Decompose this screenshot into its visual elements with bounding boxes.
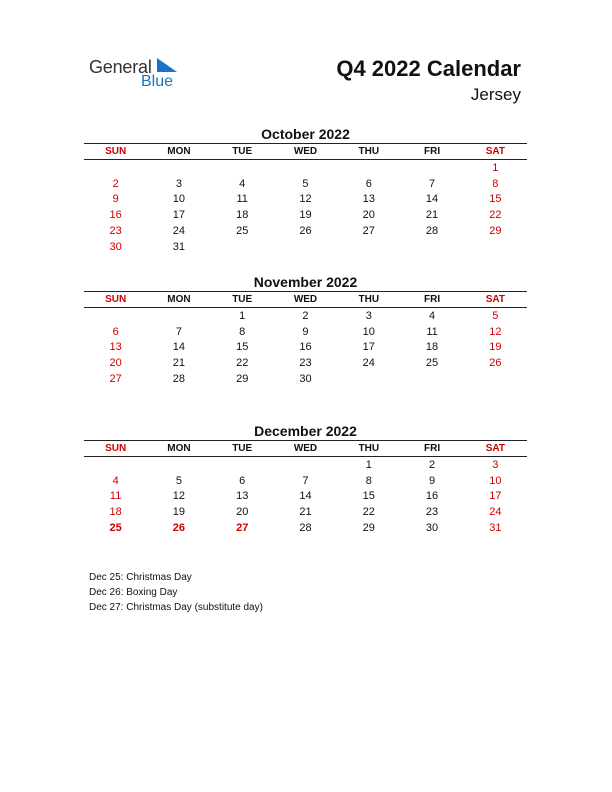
day-cell: 1 [492, 162, 499, 174]
empty-day-cell [337, 160, 400, 177]
empty-day-cell [147, 160, 210, 177]
empty-day-cell [337, 240, 400, 256]
day-cell: 15 [236, 341, 249, 354]
day-cell: 27 [236, 521, 249, 534]
day-cell: 27 [109, 372, 122, 385]
day-cell: 10 [362, 325, 375, 338]
day-cell: 24 [172, 224, 186, 237]
day-cell: 26 [172, 521, 186, 534]
weekday-mon: MON [147, 144, 210, 160]
day-cell: 8 [492, 177, 499, 190]
weekday-sat: SAT [464, 144, 527, 160]
day-cell: 9 [112, 193, 119, 206]
day-cell: 27 [362, 224, 375, 237]
weekday-wed: WED [274, 292, 337, 308]
day-cell: 20 [236, 506, 249, 519]
logo-blue-text: Blue [141, 73, 174, 90]
day-cell: 29 [362, 521, 375, 534]
week-row [84, 177, 527, 193]
logo-triangle-icon [157, 58, 177, 72]
weekday-wed: WED [274, 144, 337, 160]
day-cell: 5 [492, 310, 499, 322]
day-cell: 18 [236, 209, 249, 222]
day-cell: 1 [365, 459, 372, 471]
day-cell: 14 [172, 341, 186, 354]
week-row [84, 240, 527, 256]
day-cell: 21 [299, 506, 312, 519]
day-cell: 28 [425, 224, 439, 237]
day-cell: 30 [299, 372, 312, 385]
day-cell: 12 [489, 325, 502, 338]
day-cell: 4 [112, 474, 119, 487]
empty-day-cell [147, 457, 210, 474]
day-cell: 29 [236, 372, 249, 385]
day-cell: 4 [428, 310, 436, 322]
weekday-thu: THU [337, 144, 400, 160]
day-cell: 17 [362, 341, 375, 354]
weekday-fri: FRI [400, 441, 463, 457]
day-cell: 22 [362, 506, 375, 519]
day-cell: 10 [489, 474, 502, 487]
day-cell: 11 [109, 490, 122, 503]
empty-day-cell [274, 240, 337, 256]
day-cell: 22 [489, 209, 502, 222]
week-row [84, 308, 527, 325]
holiday-item: Dec 25: Christmas Day [89, 572, 192, 583]
day-cell: 1 [239, 310, 246, 322]
day-cell: 26 [299, 224, 312, 237]
day-cell: 4 [239, 177, 246, 190]
day-cell: 17 [489, 490, 502, 503]
month-october [84, 125, 527, 255]
day-cell: 19 [172, 506, 186, 519]
weekday-thu: THU [337, 292, 400, 308]
day-cell: 31 [489, 521, 502, 534]
day-cell: 2 [112, 177, 119, 190]
day-cell: 6 [112, 325, 119, 338]
empty-day-cell [464, 240, 527, 256]
day-cell: 16 [109, 209, 122, 222]
empty-day-cell [400, 240, 463, 256]
holiday-item: Dec 27: Christmas Day (substitute day) [89, 602, 263, 613]
day-cell: 25 [236, 224, 249, 237]
logo-general-text: General [89, 57, 152, 77]
day-cell: 10 [172, 193, 186, 206]
empty-day-cell [211, 457, 274, 474]
day-cell: 24 [362, 357, 375, 370]
day-cell: 12 [172, 490, 186, 503]
day-cell: 16 [425, 490, 439, 503]
week-row [84, 505, 527, 521]
week-row [84, 160, 527, 177]
day-cell: 13 [109, 341, 122, 354]
day-cell: 22 [236, 357, 249, 370]
week-row [84, 457, 527, 474]
day-cell: 6 [239, 474, 246, 487]
day-cell: 17 [172, 209, 186, 222]
day-cell: 3 [492, 459, 499, 471]
empty-day-cell [211, 160, 274, 177]
weekday-sun: SUN [84, 144, 147, 160]
weekday-thu: THU [337, 441, 400, 457]
empty-day-cell [337, 372, 400, 388]
weekday-header-row [84, 441, 527, 457]
day-cell: 21 [172, 357, 186, 370]
weekday-mon: MON [147, 441, 210, 457]
empty-day-cell [147, 308, 210, 325]
holiday-item: Dec 26: Boxing Day [89, 587, 178, 598]
day-cell: 20 [109, 357, 122, 370]
day-cell: 15 [362, 490, 375, 503]
empty-day-cell [400, 160, 463, 177]
day-cell: 29 [489, 224, 502, 237]
day-cell: 23 [299, 357, 312, 370]
weekday-fri: FRI [400, 144, 463, 160]
weekday-header-row [84, 292, 527, 308]
day-cell: 3 [175, 177, 182, 190]
weekday-wed: WED [274, 441, 337, 457]
generalblue-logo [89, 57, 189, 93]
day-cell: 25 [425, 357, 439, 370]
weekday-tue: TUE [211, 441, 274, 457]
calendar-grid [84, 291, 527, 388]
empty-day-cell [400, 372, 463, 388]
day-cell: 7 [428, 177, 436, 190]
empty-day-cell [84, 457, 147, 474]
day-cell: 30 [425, 521, 439, 534]
day-cell: 5 [302, 177, 309, 190]
day-cell: 30 [109, 240, 122, 253]
day-cell: 21 [425, 209, 439, 222]
month-december [84, 422, 527, 537]
calendar-grid [84, 143, 527, 255]
day-cell: 16 [299, 341, 312, 354]
day-cell: 18 [109, 506, 122, 519]
weekday-sat: SAT [464, 292, 527, 308]
day-cell: 31 [172, 240, 186, 253]
page-subtitle: Jersey [470, 85, 521, 104]
day-cell: 13 [236, 490, 249, 503]
day-cell: 28 [299, 521, 312, 534]
month-title: October 2022 [261, 126, 350, 142]
day-cell: 5 [175, 474, 182, 487]
empty-day-cell [274, 457, 337, 474]
day-cell: 18 [425, 341, 439, 354]
calendar-grid [84, 440, 527, 537]
weekday-sat: SAT [464, 441, 527, 457]
week-row [84, 489, 527, 505]
week-row [84, 224, 527, 240]
day-cell: 25 [109, 521, 122, 534]
week-row [84, 340, 527, 356]
week-row [84, 325, 527, 341]
day-cell: 15 [489, 193, 502, 206]
day-cell: 13 [362, 193, 375, 206]
day-cell: 28 [172, 372, 186, 385]
day-cell: 23 [425, 506, 439, 519]
empty-day-cell [84, 308, 147, 325]
day-cell: 2 [302, 310, 309, 322]
day-cell: 7 [302, 474, 309, 487]
day-cell: 26 [489, 357, 502, 370]
day-cell: 7 [175, 325, 182, 338]
week-row [84, 192, 527, 208]
day-cell: 12 [299, 193, 312, 206]
day-cell: 9 [428, 474, 436, 487]
weekday-fri: FRI [400, 292, 463, 308]
month-title: November 2022 [253, 274, 358, 290]
month-november [84, 273, 527, 388]
day-cell: 23 [109, 224, 122, 237]
week-row [84, 474, 527, 490]
holiday-list [89, 570, 263, 615]
day-cell: 8 [365, 474, 372, 487]
weekday-sun: SUN [84, 441, 147, 457]
day-cell: 19 [299, 209, 312, 222]
weekday-tue: TUE [211, 292, 274, 308]
empty-day-cell [211, 240, 274, 256]
day-cell: 3 [365, 310, 372, 322]
day-cell: 14 [299, 490, 312, 503]
weekday-mon: MON [147, 292, 210, 308]
day-cell: 9 [302, 325, 309, 338]
week-row [84, 372, 527, 388]
empty-day-cell [84, 160, 147, 177]
page-title: Q4 2022 Calendar [336, 56, 521, 81]
empty-day-cell [464, 372, 527, 388]
day-cell: 6 [365, 177, 372, 190]
empty-day-cell [274, 160, 337, 177]
month-title: December 2022 [254, 423, 357, 439]
week-row [84, 356, 527, 372]
day-cell: 8 [239, 325, 246, 338]
day-cell: 2 [428, 459, 436, 471]
week-row [84, 208, 527, 224]
weekday-tue: TUE [211, 144, 274, 160]
day-cell: 20 [362, 209, 375, 222]
day-cell: 24 [489, 506, 502, 519]
day-cell: 14 [425, 193, 439, 206]
day-cell: 19 [489, 341, 502, 354]
weekday-header-row [84, 144, 527, 160]
week-row [84, 521, 527, 537]
weekday-sun: SUN [84, 292, 147, 308]
day-cell: 11 [426, 325, 438, 338]
day-cell: 11 [236, 193, 248, 206]
